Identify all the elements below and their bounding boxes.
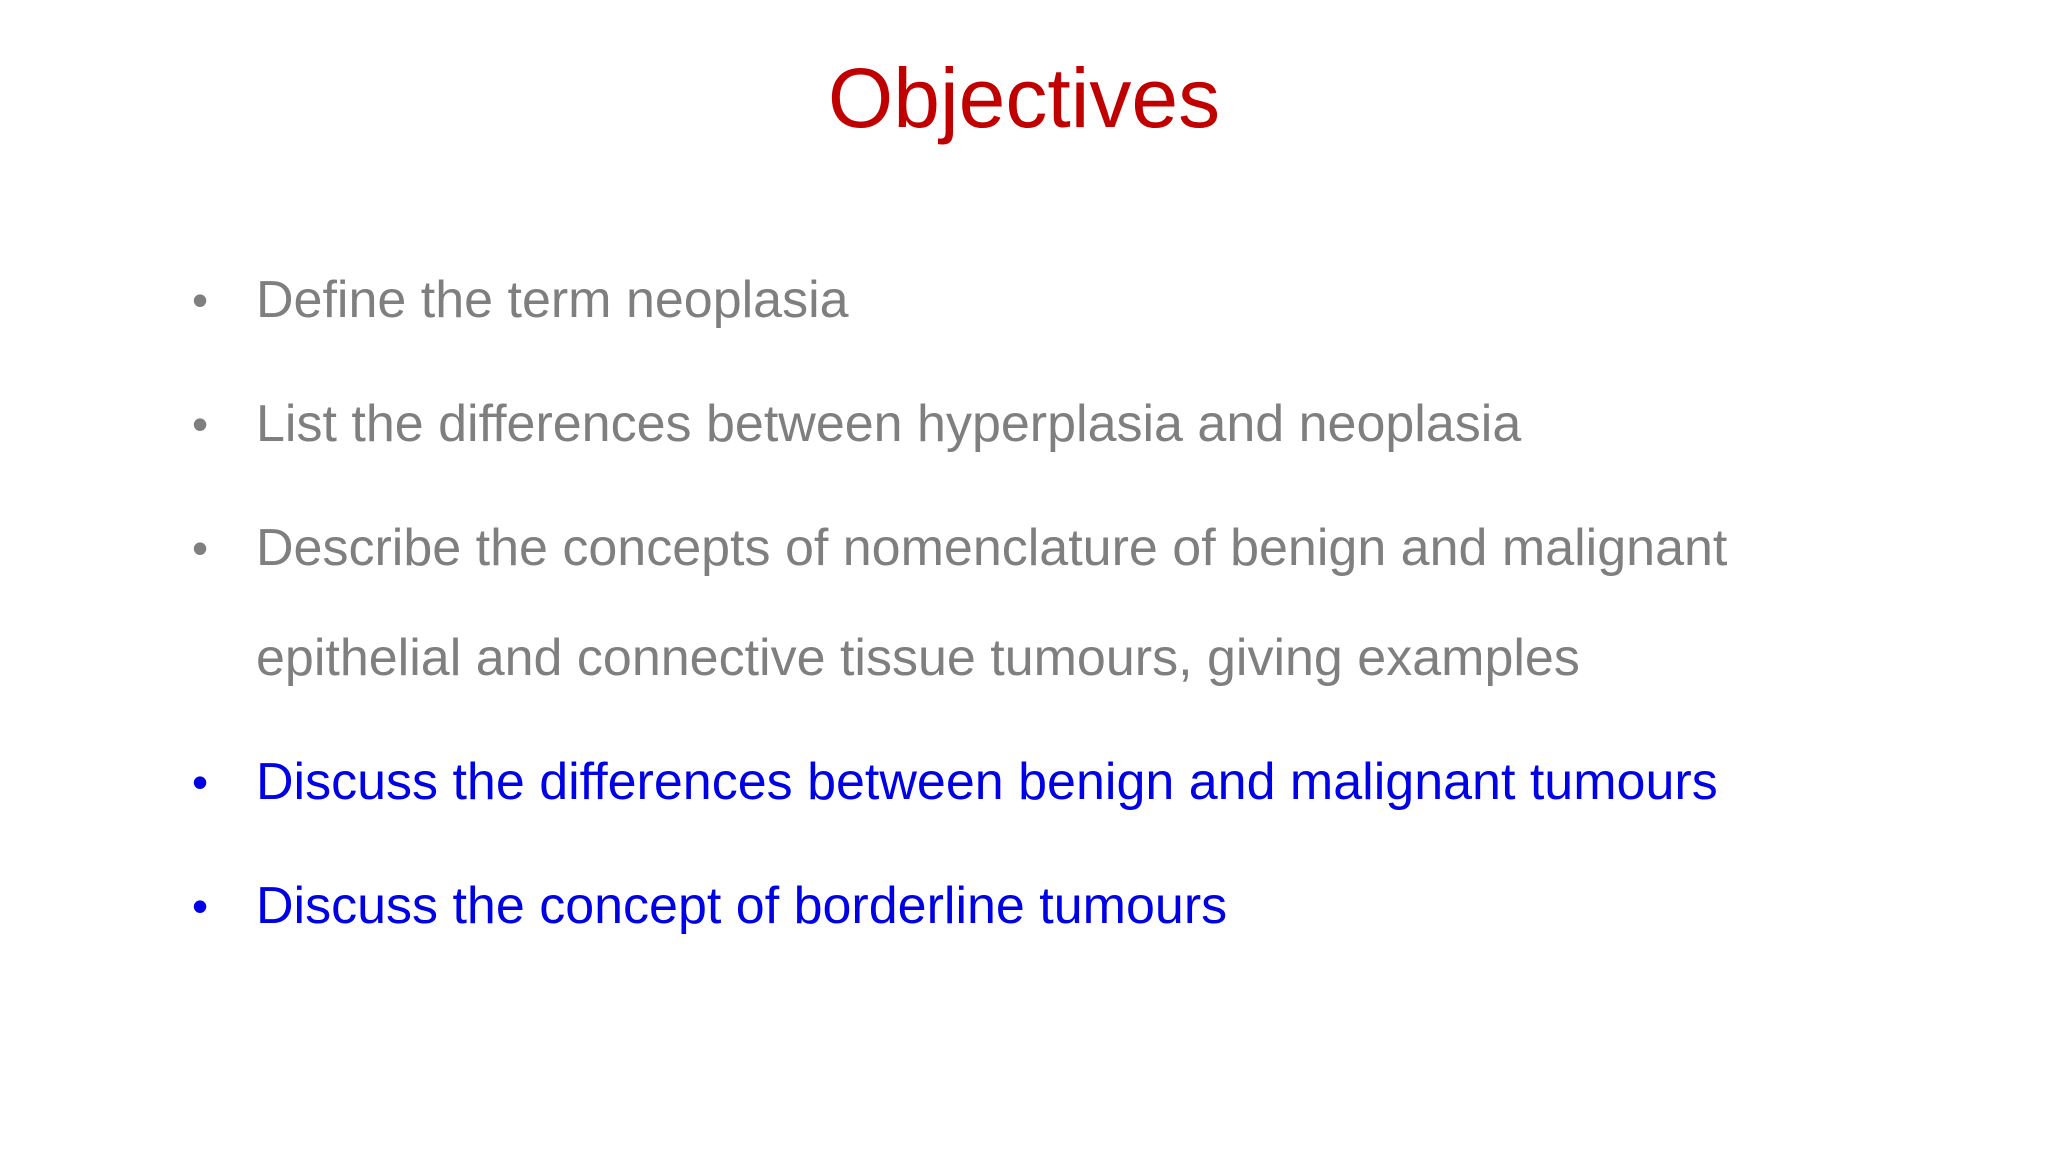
objective-text: Define the term neoplasia bbox=[256, 271, 849, 329]
objective-item bbox=[186, 245, 1906, 355]
objective-text: Discuss the concept of borderline tumours bbox=[256, 877, 1228, 935]
bullet-icon: • bbox=[192, 756, 209, 808]
bullet-icon: • bbox=[192, 398, 209, 450]
objective-item bbox=[186, 493, 1906, 713]
bullet-icon: • bbox=[192, 880, 209, 932]
objective-text: List the differences between hyperplasia and neoplasia bbox=[256, 395, 1522, 453]
objective-item bbox=[186, 727, 1906, 837]
objective-text: Describe the concepts of nomenclature of benign and malignant epithelial and connective tissue tumours, giving examples bbox=[256, 519, 1728, 687]
bullet-icon: • bbox=[192, 522, 209, 574]
objectives-list bbox=[186, 245, 1906, 975]
objective-text: Discuss the differences between benign and malignant tumours bbox=[256, 753, 1718, 811]
bullet-icon: • bbox=[192, 274, 209, 326]
slide-title: Objectives bbox=[827, 51, 1221, 145]
objective-item bbox=[186, 851, 1906, 961]
objective-item bbox=[186, 369, 1906, 479]
